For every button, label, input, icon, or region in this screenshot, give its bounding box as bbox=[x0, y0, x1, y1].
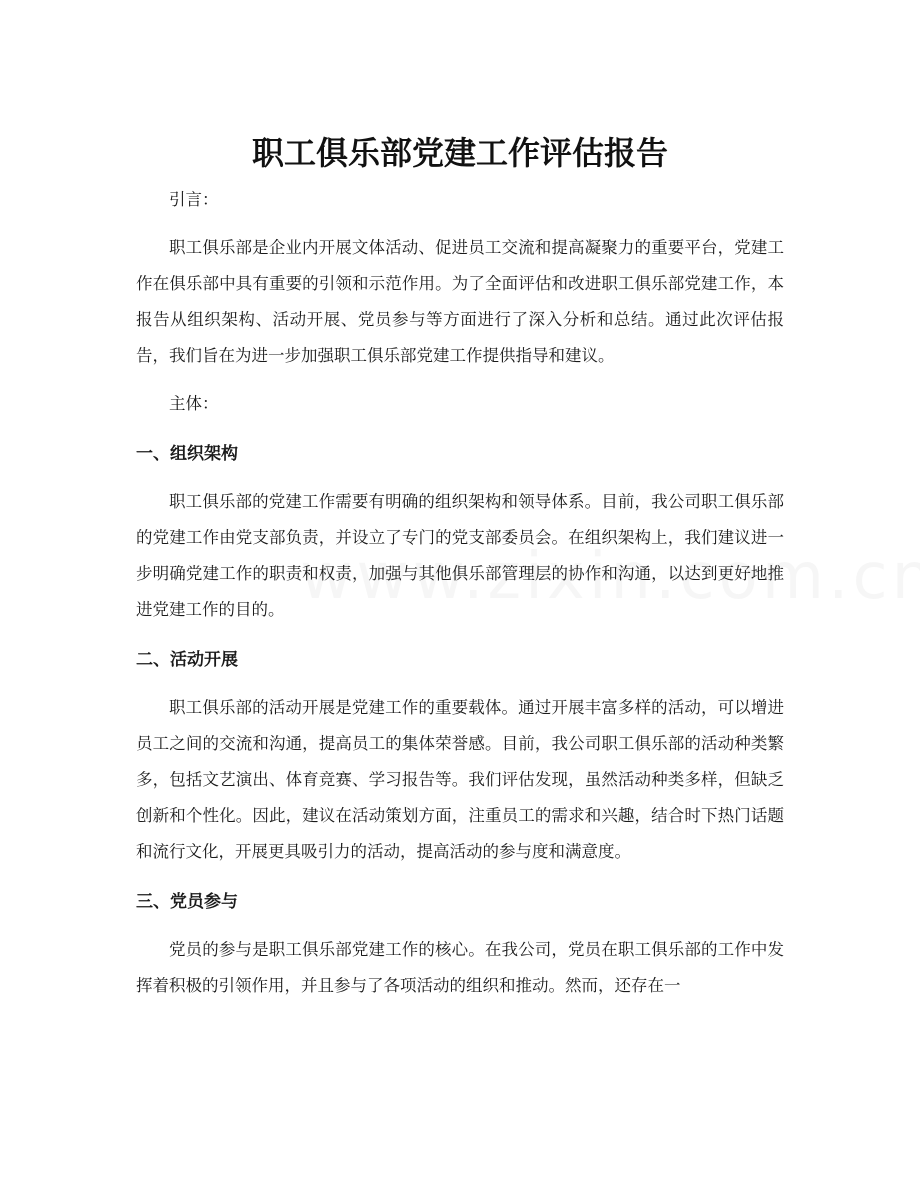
body-label: 主体： bbox=[169, 394, 219, 413]
section-heading-activities: 二、活动开展 bbox=[136, 650, 238, 670]
section-heading-organization: 一、组织架构 bbox=[136, 444, 238, 464]
section-paragraph-activities: 职工俱乐部的活动开展是党建工作的重要载体。通过开展丰富多样的活动，可以增进员工之间的交流和沟通，提高员工的集体荣誉感。目前，我公司职工俱乐部的活动种类繁多，包括文艺演出、体育竞赛、学习报告等。我们评估发现，虽然活动种类多样，但缺乏创新和个性化。因此，建议在活动策划方面，注重员工的需求和兴趣，结合时下热门话题和流行文化，开展更具吸引力的活动，提高活动的参与度和满意度。 bbox=[136, 698, 784, 861]
section-paragraph-organization: 职工俱乐部的党建工作需要有明确的组织架构和领导体系。目前，我公司职工俱乐部的党建工作由党支部负责，并设立了专门的党支部委员会。在组织架构上，我们建议进一步明确党建工作的职责和权责，加强与其他俱乐部管理层的协作和沟通，以达到更好地推进党建工作的目的。 bbox=[136, 492, 784, 619]
document-title: 职工俱乐部党建工作评估报告 bbox=[251, 134, 668, 173]
section-heading-member-participation: 三、党员参与 bbox=[136, 892, 238, 912]
intro-paragraph: 职工俱乐部是企业内开展文体活动、促进员工交流和提高凝聚力的重要平台，党建工作在俱乐部中具有重要的引领和示范作用。为了全面评估和改进职工俱乐部党建工作，本报告从组织架构、活动开展、党员参与等方面进行了深入分析和总结。通过此次评估报告，我们旨在为进一步加强职工俱乐部党建工作提供指导和建议。 bbox=[136, 238, 784, 365]
section-paragraph-member-participation: 党员的参与是职工俱乐部党建工作的核心。在我公司，党员在职工俱乐部的工作中发挥着积极的引领作用，并且参与了各项活动的组织和推动。然而，还存在一 bbox=[136, 940, 784, 995]
document-body bbox=[136, 182, 784, 1004]
intro-label: 引言： bbox=[169, 190, 219, 209]
